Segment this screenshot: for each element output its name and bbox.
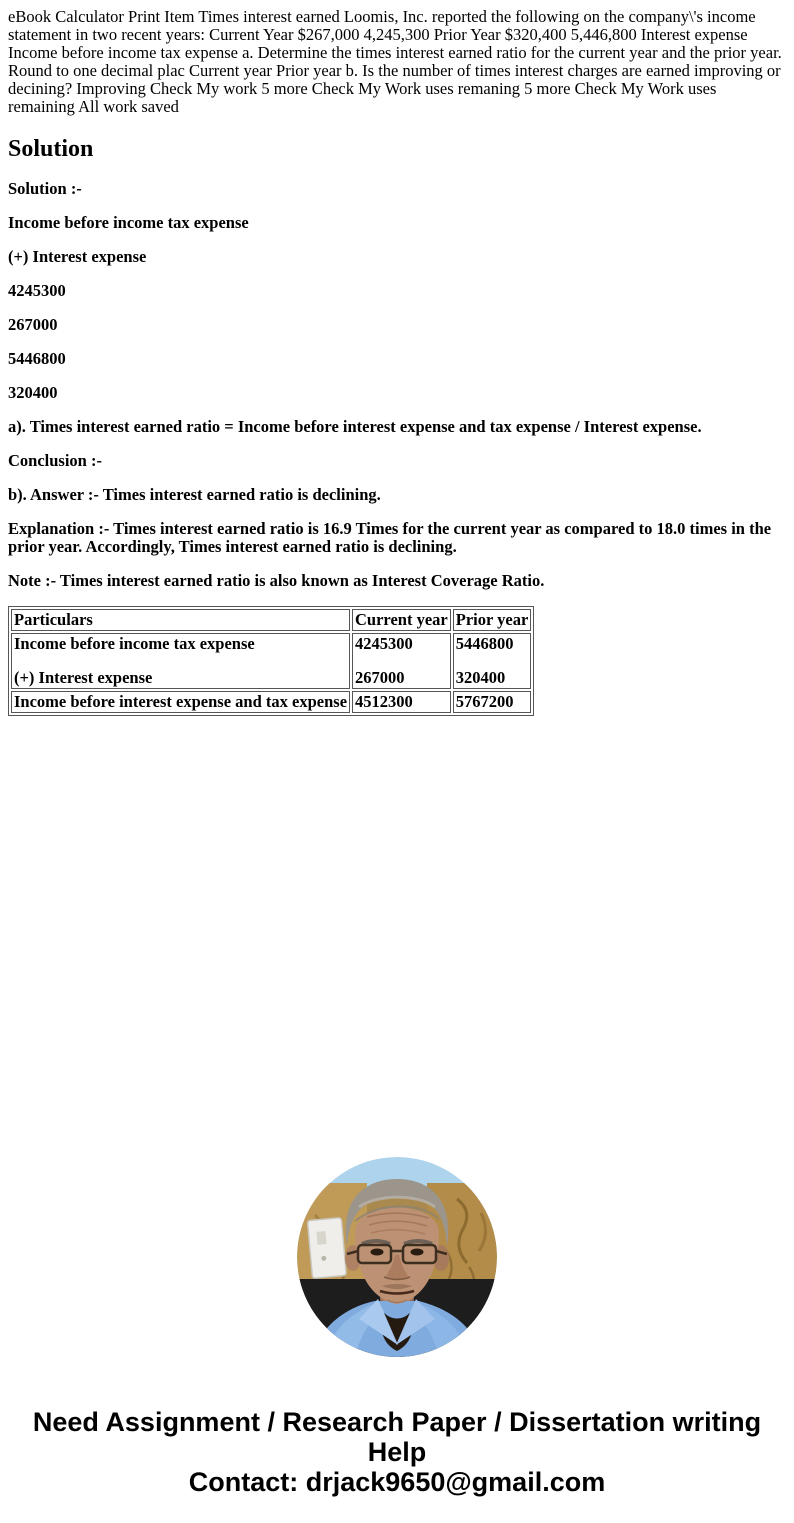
table-header-particulars: Particulars <box>11 609 350 631</box>
value-prior-income: 5446800 <box>8 349 66 368</box>
table-row <box>11 691 531 713</box>
answer-line: b). Answer :- Times interest earned ratio is declining. <box>8 485 381 504</box>
cell-prior-year: 5767200 <box>453 691 532 713</box>
note-line: Note :- Times interest earned ratio is also known as Interest Coverage Ratio. <box>8 571 545 590</box>
conclusion-label: Conclusion :- <box>8 451 102 470</box>
interest-expense-label: (+) Interest expense <box>8 247 147 266</box>
value-current-interest: 267000 <box>8 315 58 334</box>
cell-line: 5446800 <box>455 634 514 653</box>
income-before-tax-label: Income before income tax expense <box>8 213 249 232</box>
solution-heading: Solution <box>8 136 94 162</box>
footer-banner <box>27 1407 767 1497</box>
footer-help-text: Need Assignment / Research Paper / Dissertation writing Help <box>32 1407 762 1467</box>
cell-current-year <box>352 633 451 689</box>
footer-contact-email: Contact: drjack9650@gmail.com <box>188 1467 606 1497</box>
page <box>8 8 786 1497</box>
table-header-prior-year: Prior year <box>453 609 532 631</box>
table-header-current-year: Current year <box>352 609 451 631</box>
cell-particulars <box>11 633 350 689</box>
formula-line: a). Times interest earned ratio = Income before interest expense and tax expense / Interest expense. <box>8 417 702 436</box>
solution-label: Solution :- <box>8 179 82 198</box>
question-text: eBook Calculator Print Item Times interest earned Loomis, Inc. reported the following on the company\'s income statement in two recent years: Current Year $267,000 4,245,300 Prior Year $320,400 5,446,800 Interest expense Income before income tax expense a. Determine the times interest earned ratio for the current year and the prior year. Round to one decimal plac Current year Prior year b. Is the number of times interest charges are earned improving or decining? Improving Check My work 5 more Check My Work uses remaning 5 more Check My Work uses remaining All work saved <box>8 7 782 116</box>
cell-current-year: 4512300 <box>352 691 451 713</box>
value-current-income: 4245300 <box>8 281 66 300</box>
cell-line: (+) Interest expense <box>14 668 153 687</box>
cell-line: 4245300 <box>355 634 413 653</box>
value-prior-interest: 320400 <box>8 383 58 402</box>
tutor-avatar-image <box>297 1157 497 1357</box>
blank-space <box>8 716 786 1157</box>
table-row <box>11 633 531 689</box>
calculation-table <box>8 606 534 716</box>
cell-particulars: Income before interest expense and tax expense <box>11 691 350 713</box>
cell-line: 267000 <box>355 668 405 687</box>
tutor-avatar <box>297 1157 497 1357</box>
cell-line: Income before income tax expense <box>14 634 255 653</box>
cell-line: 320400 <box>455 668 506 687</box>
explanation-line: Explanation :- Times interest earned ratio is 16.9 Times for the current year as compared to 18.0 times in the prior year. Accordingly, Times interest earned ratio is declining. <box>8 519 772 556</box>
cell-prior-year <box>453 633 532 689</box>
table-header-row <box>11 609 531 631</box>
